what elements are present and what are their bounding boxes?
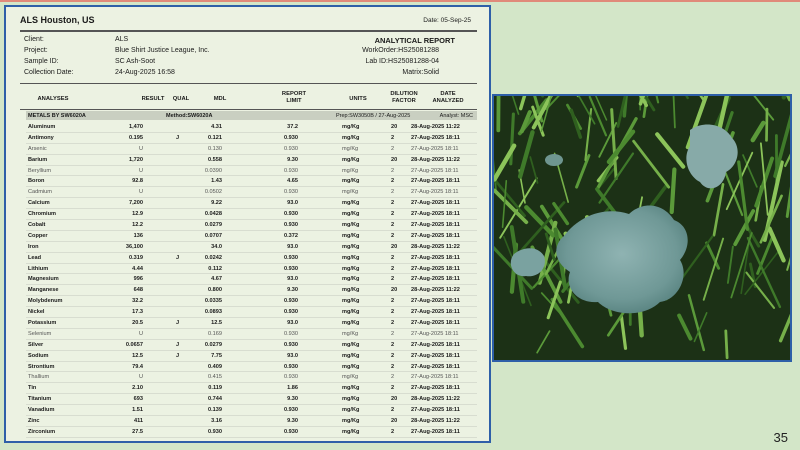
lab-id: Lab ID:HS25081288-04: [365, 58, 439, 65]
report-limit-value: 93.0: [287, 352, 298, 359]
date-analyzed-value: 27-Aug-2025 18:11: [411, 134, 460, 141]
mdl-value: 0.800: [208, 287, 222, 294]
result-value: U: [138, 189, 143, 196]
result-value: U: [138, 167, 143, 174]
mdl-value: 0.0390: [204, 167, 222, 174]
dilution-value: 2: [391, 407, 395, 414]
table-row: [26, 220, 477, 231]
sample-row: [20, 58, 477, 69]
date-analyzed-value: 28-Aug-2025 11:22: [411, 156, 460, 163]
analyte-name: Lead: [28, 254, 42, 261]
units-value: mg/Kg: [342, 276, 360, 283]
analyte-name: Antimony: [28, 134, 54, 141]
mdl-value: 0.0502: [204, 189, 222, 196]
date-analyzed-value: 27-Aug-2025 18:11: [411, 178, 460, 185]
ash-fleck: [545, 154, 563, 166]
dilution-value: 20: [391, 396, 398, 403]
mdl-value: 0.0707: [204, 232, 222, 239]
analytical-report: [4, 5, 491, 443]
table-row: [26, 166, 477, 177]
units-value: mg/Kg: [342, 287, 360, 294]
units-value: mg/Kg: [342, 396, 360, 403]
units-value: mg/Kg: [342, 189, 359, 196]
table-row: [26, 340, 477, 351]
project-row: [20, 47, 477, 58]
result-value: 4.44: [132, 265, 143, 272]
result-value: 17.3: [132, 309, 143, 316]
mdl-value: 0.0428: [204, 211, 222, 218]
result-value: 0.319: [129, 254, 143, 261]
result-value: 12.2: [132, 222, 143, 229]
table-row: [26, 362, 477, 373]
mdl-value: 34.0: [211, 243, 222, 250]
analyte-name: Copper: [28, 232, 48, 239]
analyte-name: Calcium: [28, 200, 50, 207]
date-analyzed-value: 27-Aug-2025 18:11: [411, 200, 460, 207]
dilution-value: 2: [391, 341, 395, 348]
report-limit-value: 9.30: [287, 396, 298, 403]
col-units: UNITS: [349, 96, 367, 102]
dilution-value: 2: [391, 145, 395, 152]
report-limit-value: 93.0: [287, 243, 298, 250]
analyte-name: Tin: [28, 385, 37, 392]
result-value: 693: [133, 396, 143, 403]
units-value: mg/Kg: [342, 222, 360, 229]
report-limit-value: 9.30: [287, 418, 298, 425]
result-value: 996: [133, 276, 143, 283]
date-analyzed-value: 27-Aug-2025 18:11: [411, 407, 460, 414]
table-row: [26, 198, 477, 209]
analyte-name: Cobalt: [28, 222, 46, 229]
mdl-value: 7.75: [211, 352, 222, 359]
dilution-value: 2: [391, 320, 395, 327]
mdl-value: 0.415: [208, 374, 222, 381]
table-row: [26, 372, 477, 383]
header-rule: [20, 30, 477, 32]
dilution-value: 2: [391, 254, 395, 261]
workorder: WorkOrder:HS25081288: [362, 47, 439, 54]
units-value: mg/Kg: [342, 211, 360, 218]
units-value: mg/Kg: [342, 265, 360, 272]
date-analyzed-value: 27-Aug-2025 18:11: [411, 254, 460, 261]
report-title: ANALYTICAL REPORT: [374, 36, 455, 45]
columns-bottom-rule: [20, 109, 477, 110]
result-value: 92.8: [132, 178, 143, 185]
analyte-name: Cadmium: [28, 189, 52, 196]
units-value: mg/Kg: [342, 124, 360, 130]
analyte-name: Titanium: [28, 396, 52, 403]
mdl-value: 0.119: [208, 385, 222, 392]
col-report-limit: REPORT LIMIT: [281, 91, 307, 104]
report-limit-value: 0.930: [284, 145, 298, 152]
mdl-value: 0.0279: [204, 222, 222, 229]
date-analyzed-value: 27-Aug-2025 18:11: [411, 385, 460, 392]
qualifier: J: [176, 320, 180, 327]
table-row: [26, 176, 477, 187]
date-analyzed-value: 27-Aug-2025 18:11: [411, 232, 460, 239]
analyte-name: Aluminum: [28, 124, 56, 130]
mdl-value: 9.22: [211, 200, 222, 207]
dilution-value: 2: [391, 309, 395, 316]
report-limit-value: 0.930: [284, 222, 298, 229]
mdl-value: 0.169: [208, 330, 222, 337]
table-row: [26, 351, 477, 362]
analyte-name: Strontium: [28, 363, 55, 370]
units-value: mg/Kg: [342, 254, 360, 261]
result-value: 648: [133, 287, 143, 294]
date-analyzed-value: 27-Aug-2025 18:11: [411, 352, 460, 359]
col-result: RESULT: [141, 96, 165, 102]
result-value: 12.5: [132, 352, 143, 359]
dilution-value: 2: [391, 189, 395, 196]
result-value: 12.9: [132, 211, 143, 218]
result-value: 36,100: [125, 243, 143, 250]
analyte-name: Selenium: [28, 330, 52, 337]
table-row: [26, 253, 477, 264]
result-value: 2.10: [132, 385, 143, 392]
report-limit-value: 37.2: [287, 124, 298, 130]
report-limit-value: 0.930: [284, 167, 298, 174]
col-mdl: MDL: [213, 96, 227, 102]
report-limit-value: 0.372: [284, 232, 298, 239]
report-limit-value: 0.930: [284, 254, 298, 261]
date-analyzed-value: 27-Aug-2025 18:11: [411, 276, 460, 283]
units-value: mg/Kg: [342, 134, 360, 141]
sample-label: Sample ID:: [24, 58, 59, 65]
col-qual: QUAL: [172, 96, 190, 102]
analyte-name: Silver: [28, 341, 44, 348]
ash-soot-photo: [492, 94, 792, 362]
analyte-name: Thallium: [28, 374, 50, 381]
mdl-value: 0.0893: [204, 309, 222, 316]
dilution-value: 2: [391, 178, 395, 185]
project-value: Blue Shirt Justice League, Inc.: [115, 47, 210, 54]
mdl-value: 0.130: [208, 145, 222, 152]
dilution-value: 2: [391, 232, 395, 239]
date-analyzed-value: 28-Aug-2025 11:22: [411, 124, 460, 130]
result-value: 7,200: [129, 200, 143, 207]
dilution-value: 2: [391, 167, 395, 174]
mdl-value: 0.930: [208, 428, 222, 435]
lab-name: ALS Houston, US: [20, 15, 95, 25]
date-analyzed-value: 27-Aug-2025 18:11: [411, 309, 460, 316]
analyte-name: Chromium: [28, 211, 56, 218]
table-row: [26, 329, 477, 340]
report-limit-value: 93.0: [287, 200, 298, 207]
qualifier: J: [176, 341, 180, 348]
report-limit-value: 0.930: [284, 298, 298, 305]
col-dilution: DILUTION FACTOR: [390, 91, 418, 104]
date-analyzed-value: 27-Aug-2025 18:11: [411, 222, 460, 229]
analyte-name: Zirconium: [28, 428, 56, 435]
analyte-name: Iron: [28, 243, 39, 250]
mdl-value: 0.121: [208, 134, 222, 141]
units-value: mg/Kg: [342, 232, 360, 239]
top-accent-line: [0, 0, 800, 2]
report-limit-value: 0.930: [284, 363, 298, 370]
date-analyzed-value: 27-Aug-2025 18:11: [411, 330, 459, 337]
date-analyzed-value: 28-Aug-2025 11:22: [411, 418, 460, 425]
dilution-value: 2: [391, 222, 395, 229]
mdl-value: 0.744: [208, 396, 222, 403]
grass-blade: [672, 170, 675, 213]
report-limit-value: 9.30: [287, 156, 298, 163]
result-value: 0.195: [129, 134, 143, 141]
units-value: mg/Kg: [342, 374, 359, 381]
columns-top-rule: [20, 83, 477, 84]
date-analyzed-value: 27-Aug-2025 18:11: [411, 145, 459, 152]
analyte-name: Arsenic: [28, 145, 47, 152]
analyst: Analyst: MSC: [439, 112, 473, 119]
units-value: mg/Kg: [342, 352, 360, 359]
mdl-value: 0.0242: [204, 254, 222, 261]
report-limit-value: 0.930: [284, 309, 298, 316]
collection-value: 24-Aug-2025 16:58: [115, 69, 175, 76]
analyte-name: Beryllium: [28, 167, 52, 174]
dilution-value: 2: [391, 265, 395, 272]
date-analyzed-value: 27-Aug-2025 18:11: [411, 341, 460, 348]
report-limit-value: 0.930: [284, 189, 298, 196]
report-limit-value: 1.86: [287, 385, 298, 392]
method-name: Method:SW6020A: [166, 112, 213, 119]
report-limit-value: 93.0: [287, 276, 298, 283]
report-limit-value: 0.930: [284, 134, 298, 141]
analyte-name: Molybdenum: [28, 298, 63, 305]
units-value: mg/Kg: [342, 200, 360, 207]
table-row: [26, 427, 477, 438]
units-value: mg/Kg: [342, 309, 360, 316]
table-row: [26, 242, 477, 253]
qualifier: J: [176, 134, 180, 141]
page-number: 35: [773, 430, 788, 445]
qualifier: J: [176, 254, 180, 261]
analyte-name: Barium: [28, 156, 48, 163]
date-analyzed-value: 27-Aug-2025 18:11: [411, 363, 460, 370]
report-limit-value: 0.930: [284, 211, 298, 218]
units-value: mg/Kg: [342, 428, 360, 435]
units-value: mg/Kg: [342, 178, 360, 185]
dilution-value: 2: [391, 134, 395, 141]
units-value: mg/Kg: [342, 320, 360, 327]
analyte-name: Lithium: [28, 265, 49, 272]
collection-row: [20, 69, 477, 80]
report-limit-value: 0.930: [284, 341, 298, 348]
date-analyzed-value: 27-Aug-2025 18:11: [411, 211, 460, 218]
table-row: [26, 231, 477, 242]
units-value: mg/Kg: [342, 298, 360, 305]
mdl-value: 0.112: [208, 265, 222, 272]
results-table: [26, 122, 477, 438]
result-value: 79.4: [132, 363, 143, 370]
collection-label: Collection Date:: [24, 69, 74, 76]
client-row: [20, 36, 477, 47]
result-value: 136: [133, 232, 143, 239]
col-date-analyzed: DATE ANALYZED: [432, 91, 464, 104]
units-value: mg/Kg: [342, 418, 360, 425]
result-value: U: [138, 145, 143, 152]
report-limit-value: 9.30: [287, 287, 298, 294]
table-row: [26, 296, 477, 307]
date-analyzed-value: 27-Aug-2025 18:11: [411, 265, 460, 272]
result-value: 1,470: [129, 124, 143, 130]
table-row: [26, 144, 477, 155]
table-row: [26, 394, 477, 405]
table-row: [26, 416, 477, 427]
result-value: 20.5: [132, 320, 143, 327]
result-value: 1,720: [129, 156, 143, 163]
table-row: [26, 405, 477, 416]
table-row: [26, 209, 477, 220]
result-value: U: [138, 330, 143, 337]
dilution-value: 2: [391, 428, 395, 435]
method-row: [26, 111, 477, 120]
analyte-name: Sodium: [28, 352, 49, 359]
mdl-value: 1.43: [211, 178, 222, 185]
dilution-value: 2: [391, 211, 395, 218]
analyte-name: Manganese: [28, 287, 59, 294]
table-row: [26, 133, 477, 144]
analyte-name: Magnesium: [28, 276, 59, 283]
sample-value: SC Ash-Soot: [115, 58, 156, 65]
result-value: 411: [133, 418, 143, 425]
date-analyzed-value: 27-Aug-2025 18:11: [411, 167, 459, 174]
table-row: [26, 285, 477, 296]
mdl-value: 3.16: [211, 418, 222, 425]
qualifier: J: [176, 352, 180, 359]
mdl-value: 0.139: [208, 407, 222, 414]
date-analyzed-value: 27-Aug-2025 18:11: [411, 374, 459, 381]
units-value: mg/Kg: [342, 330, 359, 337]
client-value: ALS: [115, 36, 129, 43]
table-row: [26, 264, 477, 275]
col-analyses: ANALYSES: [37, 96, 69, 102]
dilution-value: 2: [391, 363, 395, 370]
date-analyzed-value: 27-Aug-2025 18:11: [411, 428, 460, 435]
date-analyzed-value: 28-Aug-2025 11:22: [411, 396, 460, 403]
units-value: mg/Kg: [342, 385, 360, 392]
result-value: 32.2: [132, 298, 143, 305]
matrix: Matrix:Solid: [402, 69, 439, 76]
result-value: U: [138, 374, 143, 381]
analyte-name: Boron: [28, 178, 45, 185]
report-limit-value: 0.930: [284, 374, 298, 381]
table-row: [26, 274, 477, 285]
table-row: [26, 318, 477, 329]
table-row: [26, 122, 477, 133]
method-group: METALS BY SW6020A: [28, 112, 86, 119]
report-date: Date: 05-Sep-25: [423, 17, 471, 24]
date-analyzed-value: 27-Aug-2025 18:11: [411, 189, 459, 196]
dilution-value: 2: [391, 298, 395, 305]
table-row: [26, 383, 477, 394]
analyte-name: Vanadium: [28, 407, 55, 414]
dilution-value: 2: [391, 276, 395, 283]
date-analyzed-value: 28-Aug-2025 11:22: [411, 243, 460, 250]
result-value: 27.5: [132, 428, 143, 435]
units-value: mg/Kg: [342, 156, 360, 163]
report-limit-value: 4.65: [287, 178, 298, 185]
report-limit-value: 0.930: [284, 265, 298, 272]
result-value: 1.51: [132, 407, 143, 414]
grass-blade: [726, 331, 727, 358]
mdl-value: 0.0279: [204, 341, 222, 348]
report-limit-value: 0.930: [284, 407, 298, 414]
dilution-value: 2: [391, 385, 395, 392]
table-row: [26, 187, 477, 198]
analyte-name: Potassium: [28, 320, 57, 327]
dilution-value: 20: [391, 124, 398, 130]
report-limit-value: 0.930: [284, 428, 298, 435]
dilution-value: 2: [391, 352, 395, 359]
mdl-value: 12.5: [211, 320, 222, 327]
dilution-value: 20: [391, 156, 398, 163]
report-limit-value: 0.930: [284, 330, 298, 337]
project-label: Project:: [24, 47, 48, 54]
date-analyzed-value: 28-Aug-2025 11:22: [411, 287, 460, 294]
units-value: mg/Kg: [342, 341, 360, 348]
mdl-value: 0.409: [208, 363, 222, 370]
units-value: mg/Kg: [342, 407, 360, 414]
client-label: Client:: [24, 36, 44, 43]
grass-ash-image: [494, 96, 790, 360]
dilution-value: 2: [391, 330, 395, 337]
table-row: [26, 307, 477, 318]
dilution-value: 20: [391, 418, 398, 425]
dilution-value: 20: [391, 287, 398, 294]
grass-blade: [767, 109, 768, 140]
units-value: mg/Kg: [342, 145, 359, 152]
date-analyzed-value: 27-Aug-2025 18:11: [411, 298, 460, 305]
mdl-value: 4.67: [211, 276, 222, 283]
mdl-value: 4.31: [211, 124, 222, 130]
units-value: mg/Kg: [342, 167, 359, 174]
result-value: 0.0657: [125, 341, 143, 348]
dilution-value: 2: [391, 374, 395, 381]
analyte-name: Nickel: [28, 309, 45, 316]
analyte-name: Zinc: [28, 418, 40, 425]
report-limit-value: 93.0: [287, 320, 298, 327]
mdl-value: 0.558: [208, 156, 222, 163]
prep-info: Prep:SW3050B / 27-Aug-2025: [336, 112, 411, 119]
mdl-value: 0.0335: [204, 298, 222, 305]
table-row: [26, 155, 477, 166]
units-value: mg/Kg: [342, 363, 360, 370]
dilution-value: 2: [391, 200, 395, 207]
units-value: mg/Kg: [342, 243, 360, 250]
date-analyzed-value: 27-Aug-2025 18:11: [411, 320, 460, 327]
dilution-value: 20: [391, 243, 398, 250]
